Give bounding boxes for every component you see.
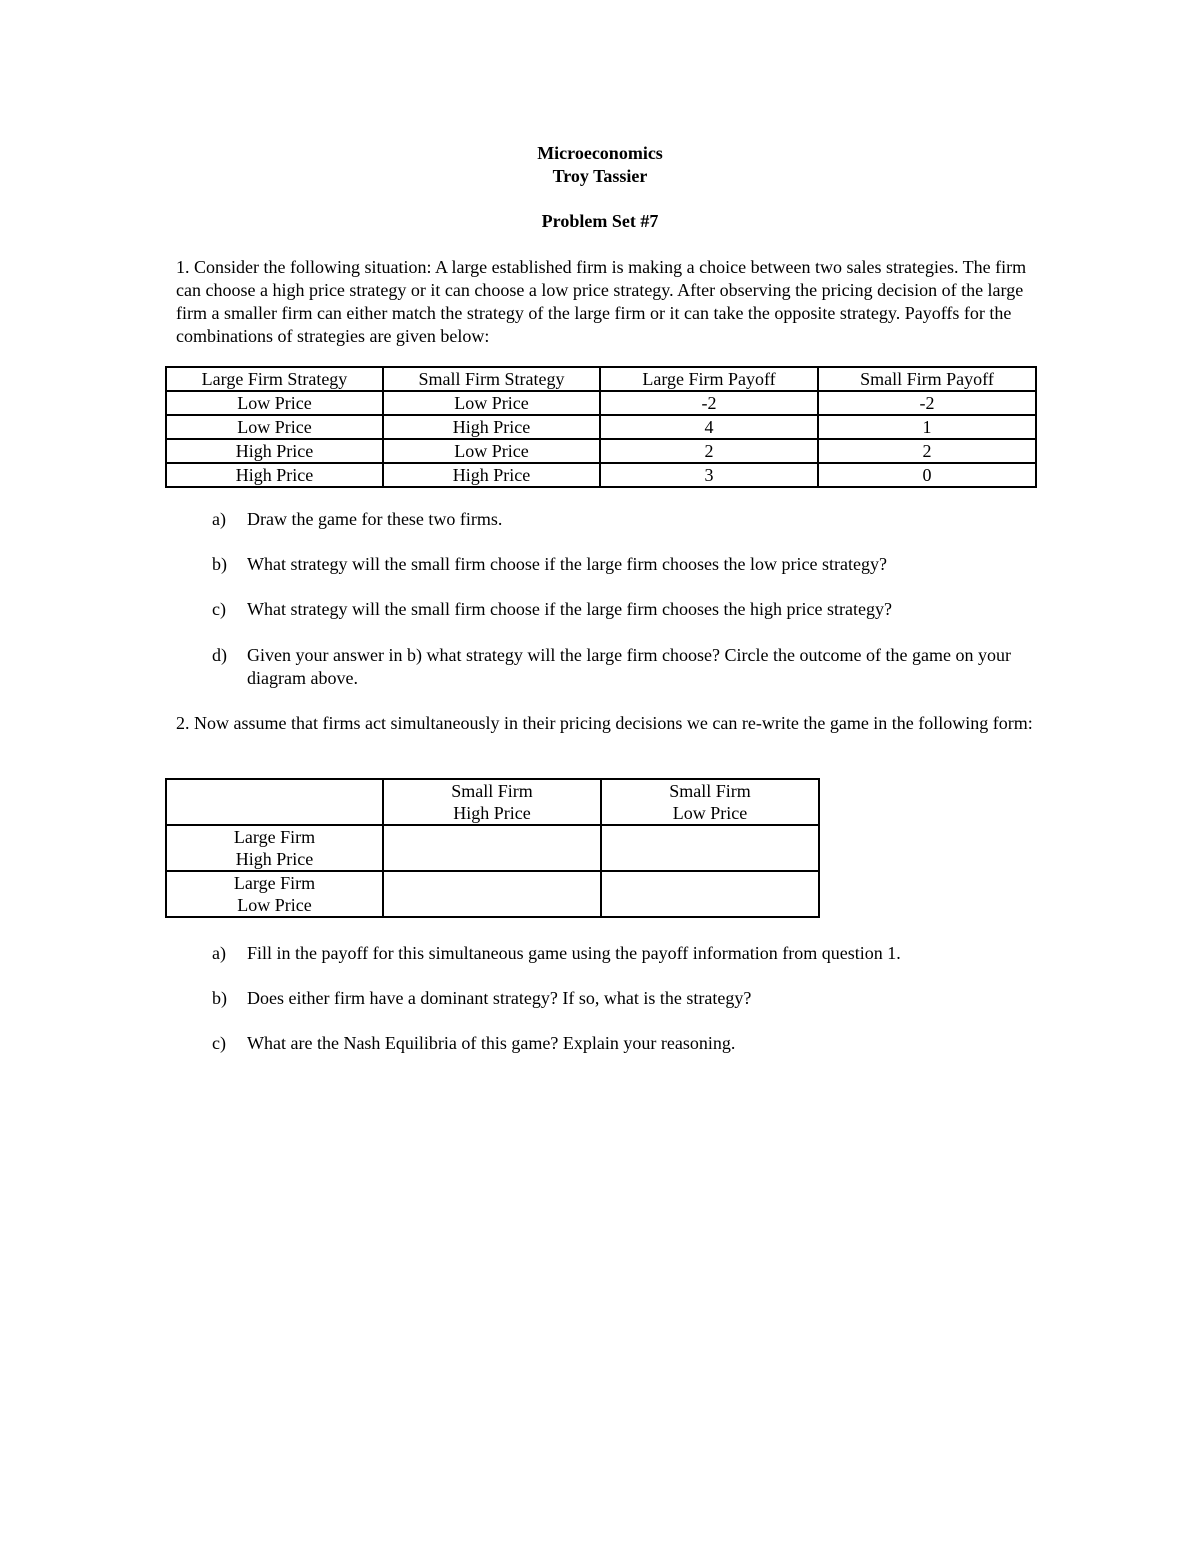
payoff-table [165, 366, 1037, 488]
sim-table-header-row [166, 779, 819, 825]
col-header-line: High Price [453, 803, 531, 823]
payoff-blank-cell [601, 871, 819, 917]
question-1c [212, 598, 1042, 621]
table-cell: 0 [818, 463, 1036, 487]
table-cell: -2 [600, 391, 818, 415]
item-text: Fill in the payoff for this simultaneous game using the payoff information from question 1. [247, 943, 901, 963]
payoff-blank-cell [601, 825, 819, 871]
question-1d [212, 644, 1042, 690]
row-header-large-firm-low-price [166, 871, 383, 917]
question-2b [212, 987, 1042, 1010]
author-name: Troy Tassier [552, 166, 648, 186]
item-label: a) [212, 509, 226, 529]
table-cell: 2 [600, 439, 818, 463]
problem-set-title: Problem Set #7 [541, 211, 659, 231]
row-header-line: Large Firm [233, 827, 316, 847]
item-text: What strategy will the small firm choose if the large firm chooses the high price strategy? [247, 599, 892, 619]
item-label: c) [212, 599, 226, 619]
item-label: d) [212, 645, 227, 665]
item-label: c) [212, 1033, 226, 1053]
empty-corner-cell [166, 779, 383, 825]
question-1a [212, 508, 1042, 531]
header-small-firm-strategy: Small Firm Strategy [383, 367, 600, 391]
item-text: What strategy will the small firm choose if the large firm chooses the low price strategy? [247, 554, 887, 574]
item-label: b) [212, 554, 227, 574]
table-row [166, 391, 1036, 415]
table-row [166, 871, 819, 917]
table-row [166, 439, 1036, 463]
question-1-intro: 1. Consider the following situation: A large established firm is making a choice between two sales strategies. The firm can choose a high price strategy or it can choose a low price strategy. After observing the pricing decision of the large firm a smaller firm can either match the strategy of the large firm or it can take the opposite strategy. Payoffs for the combinations of strategies are given below: [176, 257, 1027, 346]
payoff-blank-cell [383, 825, 601, 871]
table-cell: High Price [383, 415, 600, 439]
table-cell: Low Price [166, 391, 383, 415]
payoff-blank-cell [383, 871, 601, 917]
table-cell: Low Price [383, 391, 600, 415]
row-header-line: Low Price [237, 895, 312, 915]
table-cell: 1 [818, 415, 1036, 439]
table-cell: -2 [818, 391, 1036, 415]
row-header-line: Large Firm [233, 873, 316, 893]
table-cell: Low Price [383, 439, 600, 463]
header-small-firm-payoff: Small Firm Payoff [818, 367, 1036, 391]
item-text: What are the Nash Equilibria of this game? Explain your reasoning. [247, 1033, 736, 1053]
table-cell: 2 [818, 439, 1036, 463]
header-large-firm-payoff: Large Firm Payoff [600, 367, 818, 391]
header-large-firm-strategy: Large Firm Strategy [166, 367, 383, 391]
item-label: a) [212, 943, 226, 963]
col-header-small-firm-low-price [601, 779, 819, 825]
table-cell: 4 [600, 415, 818, 439]
question-2a [212, 942, 1042, 965]
row-header-line: High Price [235, 849, 314, 869]
course-title: Microeconomics [537, 143, 663, 163]
col-header-line: Low Price [672, 803, 748, 823]
question-2-intro: 2. Now assume that firms act simultaneously in their pricing decisions we can re-write the game in the following form: [176, 713, 1033, 733]
table-cell: Low Price [166, 415, 383, 439]
item-label: b) [212, 988, 227, 1008]
item-text: Given your answer in b) what strategy will the large firm choose? Circle the outcome of the game on your diagram above. [247, 645, 1011, 688]
table-row [166, 463, 1036, 487]
table-cell: High Price [383, 463, 600, 487]
table-cell: High Price [166, 463, 383, 487]
row-header-large-firm-high-price [166, 825, 383, 871]
col-header-line: Small Firm [669, 781, 751, 801]
simultaneous-game-table [165, 778, 820, 918]
question-1b [212, 553, 1042, 576]
table-row [166, 825, 819, 871]
table-cell: 3 [600, 463, 818, 487]
payoff-table-header-row [166, 367, 1036, 391]
question-2c [212, 1032, 1042, 1055]
col-header-small-firm-high-price [383, 779, 601, 825]
table-cell: High Price [166, 439, 383, 463]
item-text: Draw the game for these two firms. [247, 509, 503, 529]
item-text: Does either firm have a dominant strategy? If so, what is the strategy? [247, 988, 752, 1008]
col-header-line: Small Firm [451, 781, 533, 801]
table-row [166, 415, 1036, 439]
